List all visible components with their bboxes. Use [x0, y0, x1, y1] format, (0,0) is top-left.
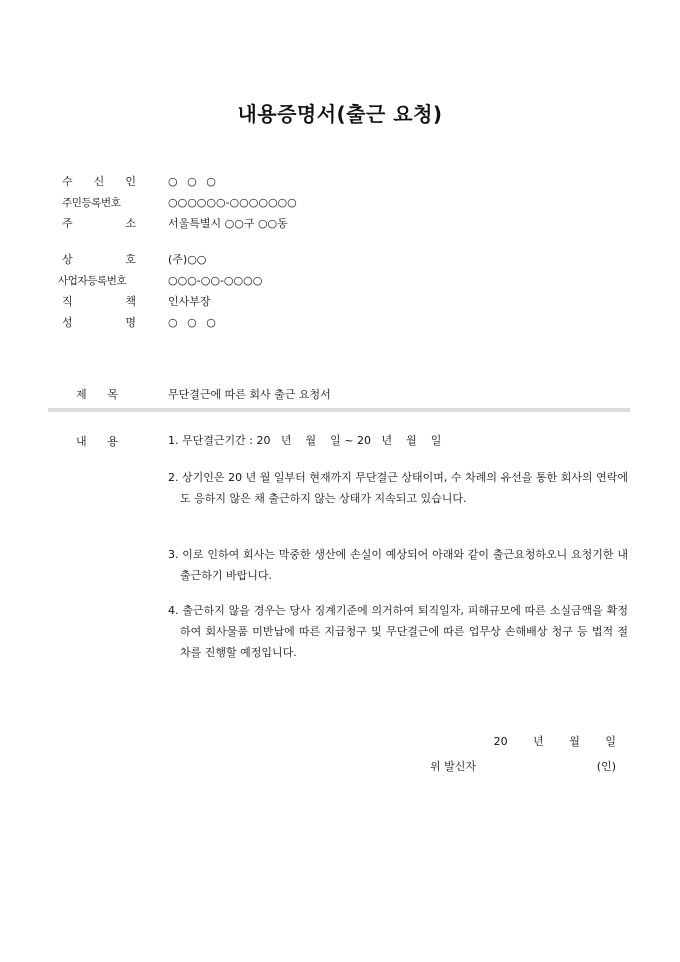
sender-signature-line: [430, 758, 616, 774]
sender-name-value: ○ ○ ○: [168, 316, 219, 329]
recipient-rrn-value: ○○○○○○-○○○○○○○: [168, 196, 297, 209]
subject-label: 제 목: [76, 388, 118, 401]
sender-brn-value: ○○○-○○-○○○○: [168, 274, 263, 287]
sender-brn-label: 사업자등록번호: [58, 275, 127, 287]
recipient-rrn-row: [0, 195, 680, 211]
section-divider: [48, 408, 630, 412]
content-item-3: 3. 이로 인하여 회사는 막중한 생산에 손실이 예상되어 아래와 같이 출근요청하오니 요청기한 내 출근하기 바랍니다.: [168, 548, 628, 582]
sender-position-row: [0, 294, 680, 310]
sender-position-value: 인사부장: [168, 295, 211, 308]
recipient-rrn-label: 주민등록번호: [62, 197, 121, 209]
content-item-1: 1. 무단결근기간 : 20 년 월 일 ~ 20 년 월 일: [168, 434, 442, 447]
issue-date: 20 년 월 일: [493, 735, 616, 748]
sender-company-row: [0, 252, 680, 268]
recipient-address-row: [0, 216, 680, 232]
sender-position-label: 직 책: [62, 295, 136, 308]
recipient-name-label: 수 신 인: [62, 175, 136, 188]
subject-value: 무단결근에 따른 회사 출근 요청서: [168, 388, 331, 401]
content-item-2: 2. 상기인은 20 년 월 일부터 현재까지 무단결근 상태이며, 수 차례의 유선을 통한 회사의 연락에도 응하지 않은 채 출근하지 않는 상태가 지속되고 있습니다.: [168, 471, 628, 505]
sender-signature-label: 위 발신자: [430, 760, 477, 773]
content-label: 내 용: [76, 435, 118, 448]
recipient-address-label: 주 소: [62, 217, 136, 230]
seal-mark: (인): [596, 760, 616, 773]
sender-company-value: (주)○○: [168, 253, 207, 266]
sender-name-label: 성 명: [62, 316, 136, 329]
recipient-name-row: [0, 174, 680, 190]
sender-company-label: 상 호: [62, 253, 136, 266]
sender-name-row: [0, 315, 680, 331]
content-item-4: 4. 출근하지 않을 경우는 당사 징계기준에 의거하여 퇴직일자, 피해규모에 따른 소실금액을 확정하여 회사물품 미반납에 따른 지급청구 및 무단결근에 따른 업무상 손해배상 청구 등 법적 절차를 진행할 예정입니다.: [168, 604, 628, 659]
document-title: 내용증명서(출근 요청): [237, 102, 443, 126]
sender-brn-row: [0, 273, 680, 289]
recipient-address-value: 서울특별시 ○○구 ○○동: [168, 217, 288, 230]
recipient-name-value: ○ ○ ○: [168, 175, 219, 188]
